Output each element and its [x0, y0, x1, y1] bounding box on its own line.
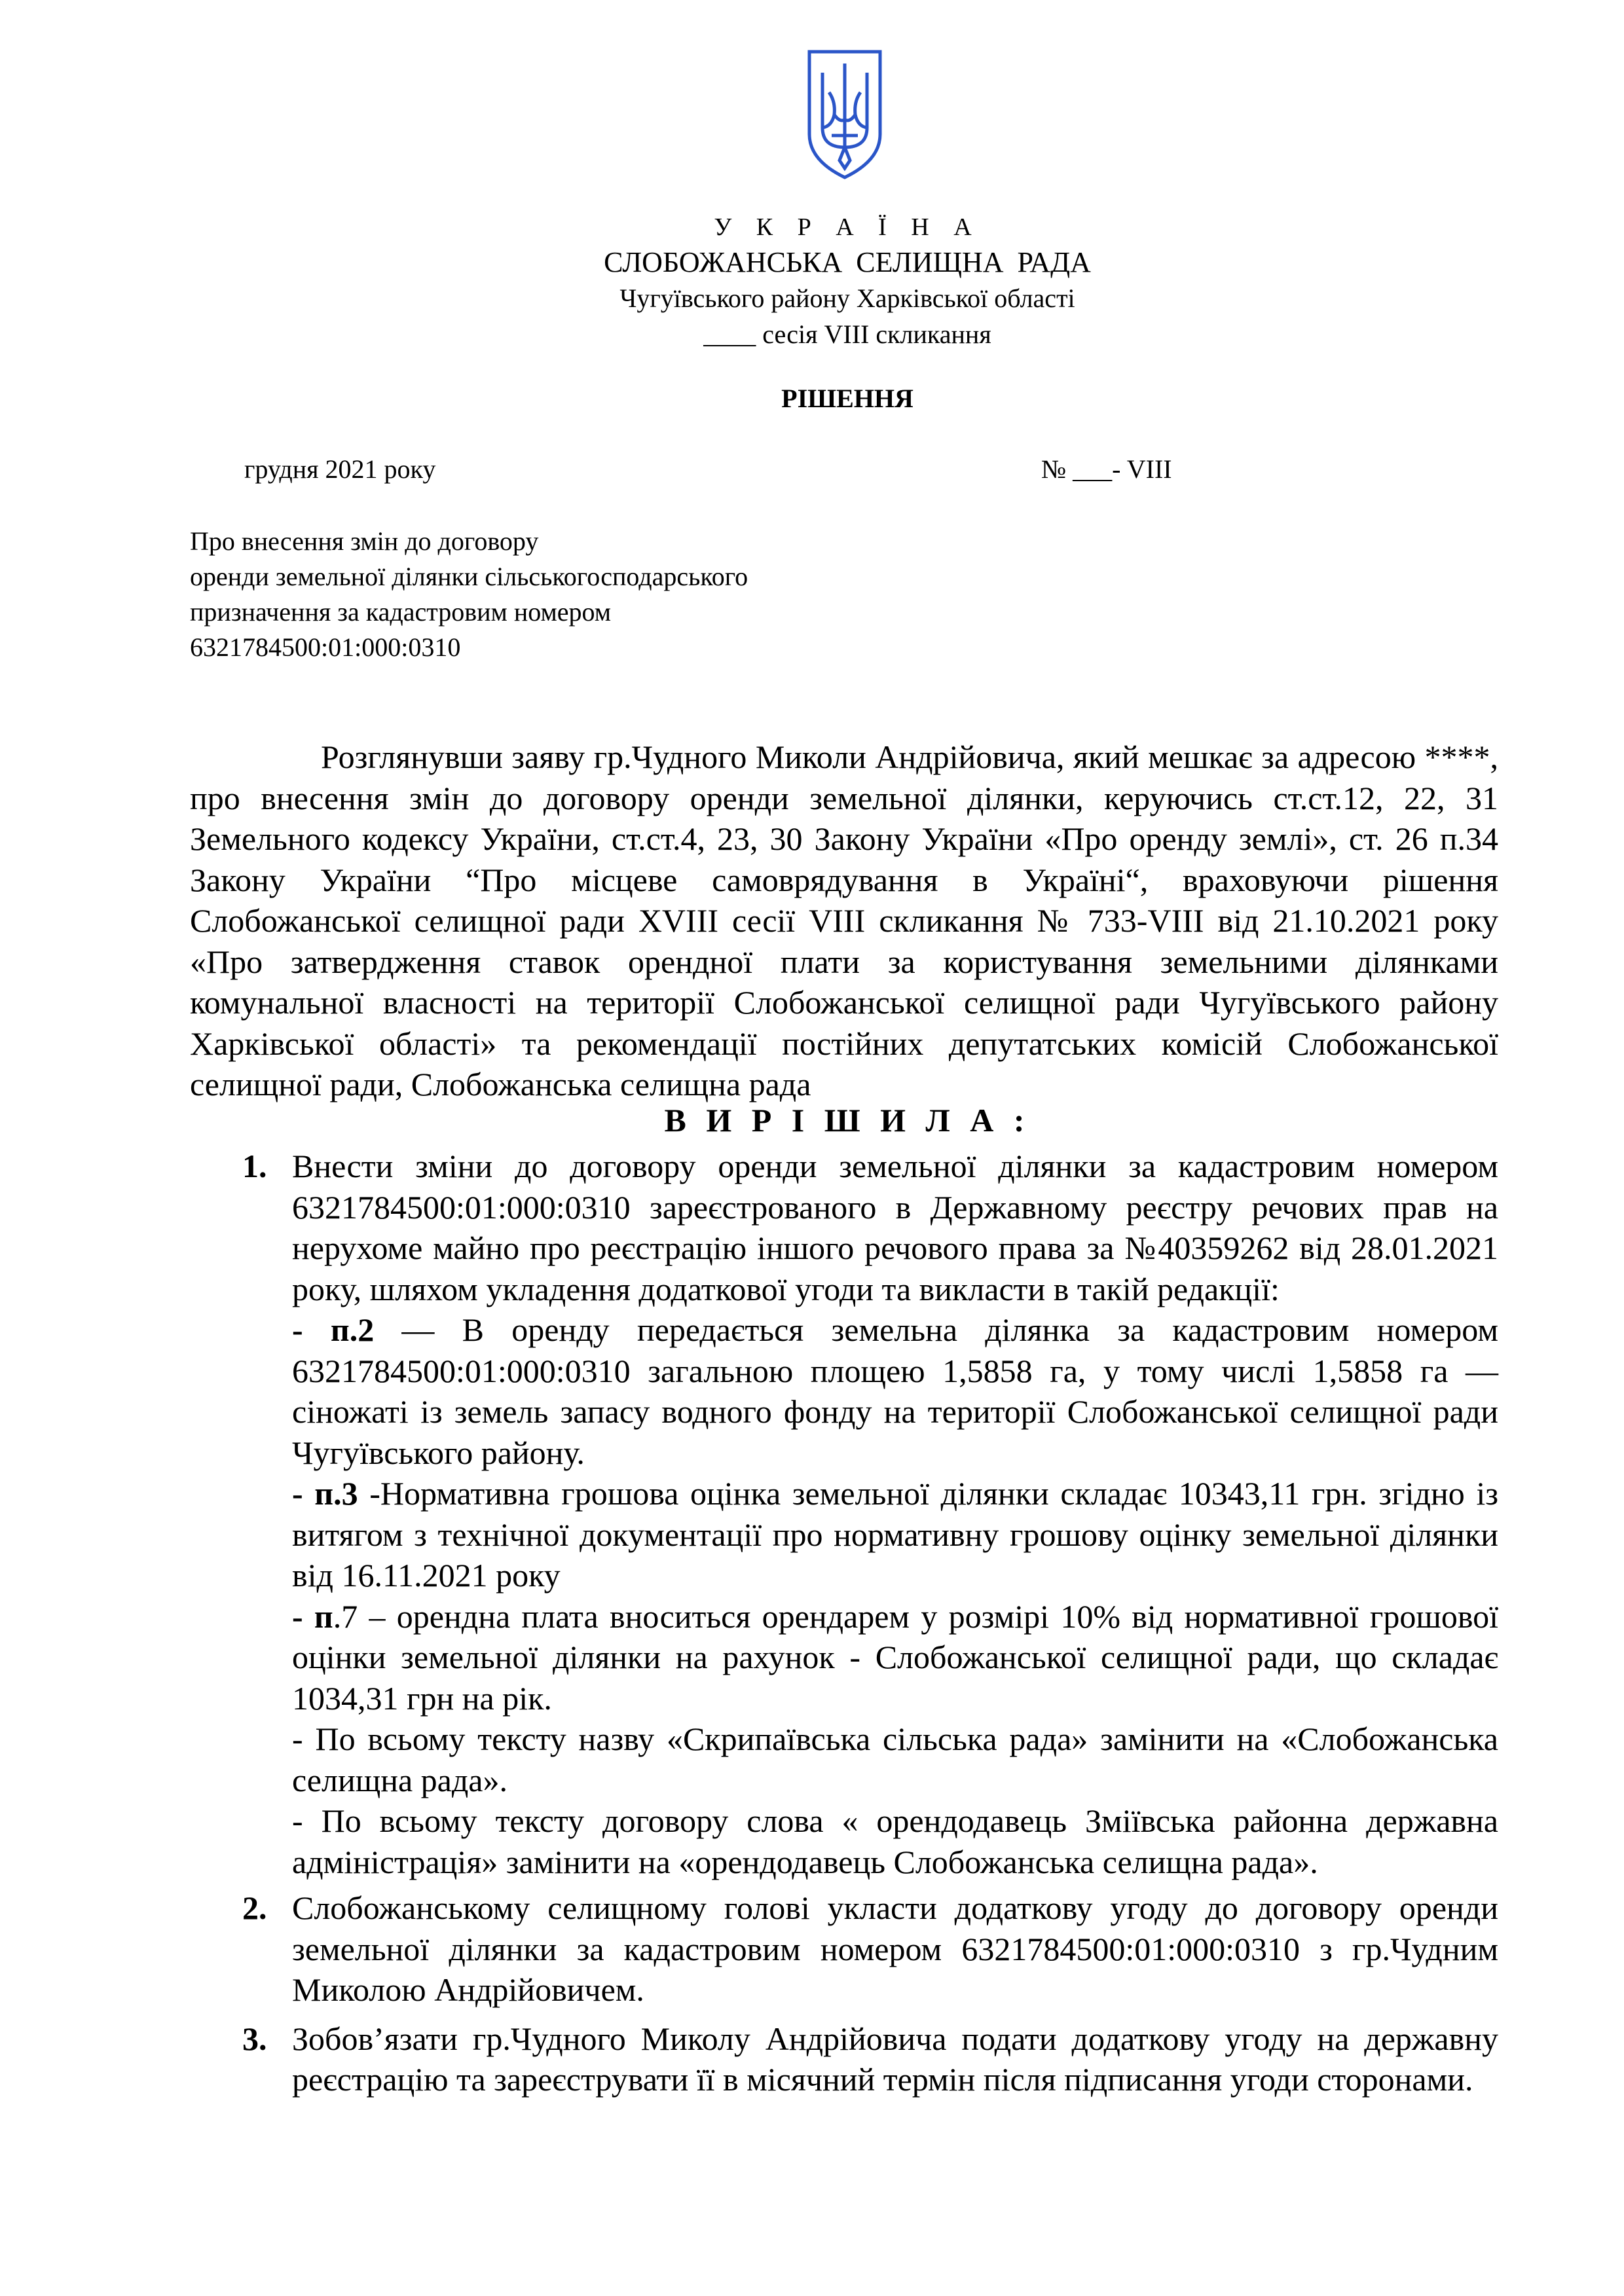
- decision-title: РІШЕННЯ: [781, 384, 913, 413]
- item-2-text: Слобожанському селищному голові укласти додаткову угоду до договору оренди земельної ділянки за кадастровим номером 6321784500:01:000:0310 з гр.Чудним Миколою Андрійовичем.: [292, 1889, 1498, 2008]
- clause-p3-text: -Нормативна грошова оцінка земельної ділянки складає 10343,11 грн. згідно із витягом з технічної документації про нормативну грошову оцінку земельної ділянки від 16.11.2021 року: [292, 1475, 1498, 1594]
- decision-item-3: [190, 2018, 1498, 2100]
- decision-item-1: [190, 1146, 1498, 1882]
- item-number: 1.: [242, 1148, 267, 1184]
- clause-p2-label: - п.2: [292, 1311, 375, 1348]
- item-number: 2.: [242, 1889, 267, 1926]
- decision-items: [190, 1146, 1498, 2100]
- decision-number: № ___- VIII: [1041, 454, 1172, 484]
- item-1-text: Внести зміни до договору оренди земельної ділянки за кадастровим номером 6321784500:01:000:0310 зареєстрованого в Державному реєстру речових прав на нерухоме майно про реєстрацію іншого речового права за №40359262 від 28.01.2021 року, шляхом укладення додаткової угоди та викласти в такій редакції:: [292, 1148, 1498, 1307]
- subject-line: 6321784500:01:000:0310: [190, 632, 461, 662]
- header-session: ____ сесія VIII скликання: [703, 319, 991, 349]
- replacement-clause-2: - По всьому тексту договору слова « орендодавець Зміївська районна державна адміністрація» замінити на «орендодавець Слобожанська селищна рада».: [292, 1802, 1498, 1880]
- decision-subject: [190, 524, 910, 665]
- ukraine-coat-of-arms-icon: [805, 49, 884, 180]
- item-3-text: Зобов’язати гр.Чудного Миколу Андрійовича подати додаткову угоду на державну реєстрацію та зареєструвати її в місячний термін після підписання угоди сторонами.: [292, 2020, 1498, 2098]
- decision-date: грудня 2021 року: [244, 454, 436, 484]
- header-country: У К Р А Ї Н А: [714, 213, 981, 241]
- subject-line: оренди земельної ділянки сільськогосподарського: [190, 562, 748, 591]
- replacement-clause-1: - По всьому тексту назву «Скрипаївська сільська рада» замінити на «Слобожанська селищна рада».: [292, 1721, 1498, 1798]
- clause-p7: [292, 1596, 1498, 1719]
- clause-p2: [292, 1309, 1498, 1473]
- clause-p7-text: .7 – орендна плата вноситься орендарем у розмірі 10% від нормативної грошової оцінки земельної ділянки на рахунок - Слобожанської селищної ради, що складає 1034,31 грн на рік.: [292, 1597, 1498, 1717]
- decision-item-2: [190, 1887, 1498, 2011]
- subject-line: призначення за кадастровим номером: [190, 597, 612, 627]
- preamble-paragraph: Розглянувши заяву гр.Чудного Миколи Андрійовича, який мешкає за адресою ****, про внесення змін до договору оренди земельної ділянки, керуючись ст.ст.12, 22, 31 Земельного кодексу України, ст.ст.4, 23, 30 Закону України «Про оренду землі», ст. 26 п.34 Закону України “Про місцеве самоврядування в Україні“, враховуючи рішення Слобожанської селищної ради XVIII сесії VIII скликання № 733-VIII від 21.10.2021 року «Про затвердження ставок орендної плати за користування земельними ділянками комунальної власності на території Слобожанської селищної ради Чугуївського району Харківської області» та рекомендації постійних депутатських комісій Слобожанської селищної ради, Слобожанська селищна рада: [190, 738, 1498, 1102]
- item-number: 3.: [242, 2020, 267, 2057]
- header-council: СЛОБОЖАНСЬКА СЕЛИЩНА РАДА: [604, 246, 1091, 278]
- clause-p3-label: - п.3: [292, 1475, 358, 1512]
- clause-p2-text: — В оренду передається земельна ділянка за кадастровим номером 6321784500:01:000:0310 загальною площею 1,5858 га, у тому числі 1,5858 га — сіножаті із земель запасу водного фонду на території Слобожанської селищної ради Чугуївського району.: [292, 1311, 1498, 1471]
- clause-p3: [292, 1473, 1498, 1596]
- resolve-heading: В И Р І Ш И Л А :: [664, 1102, 1031, 1139]
- header-district: Чугуївського району Харківської області: [619, 283, 1075, 313]
- clause-p7-label: - п: [292, 1597, 333, 1635]
- subject-line: Про внесення змін до договору: [190, 526, 539, 556]
